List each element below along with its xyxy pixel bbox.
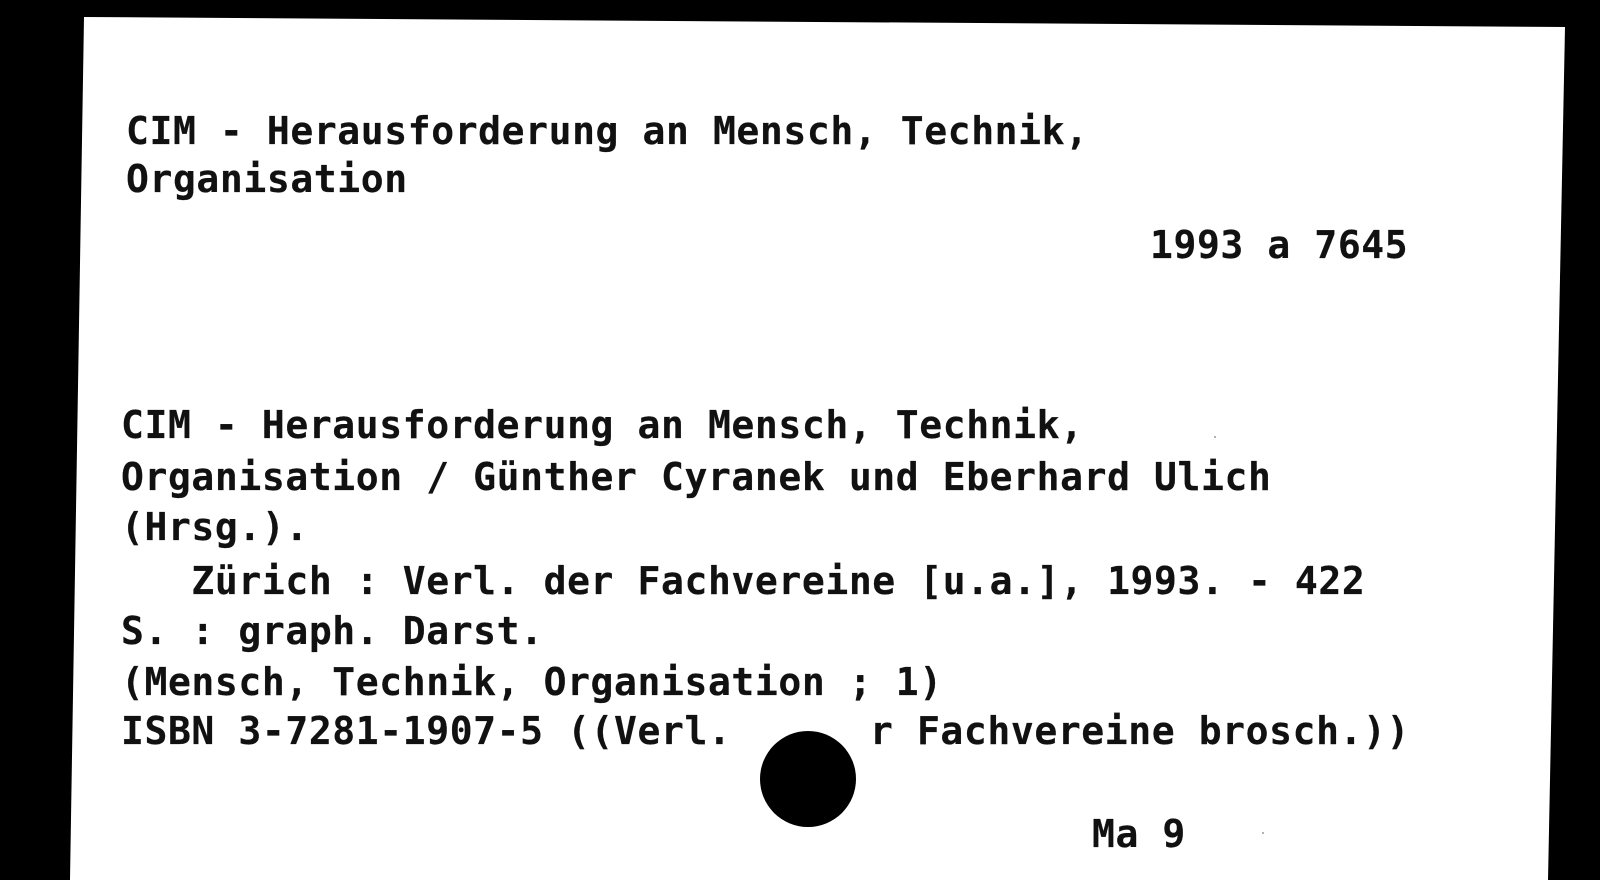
entry-title-line-1: CIM - Herausforderung an Mensch, Technik, (121, 403, 1084, 447)
entry-isbn-line-end: r Fachvereine brosch.)) (870, 709, 1410, 753)
paper-speck (1262, 832, 1264, 834)
entry-title-line-2: Organisation / Günther Cyranek und Eberhard Ulich (121, 455, 1272, 499)
entry-physical-description: S. : graph. Darst. (121, 609, 544, 653)
entry-isbn-line-start: ISBN 3-7281-1907-5 ((Verl. (121, 709, 732, 753)
entry-title-line-3: (Hrsg.). (121, 505, 309, 549)
entry-series-statement: (Mensch, Technik, Organisation ; 1) (121, 660, 943, 704)
punch-hole (760, 731, 856, 827)
paper-speck (1214, 436, 1216, 438)
shelf-mark: Ma 9 (1092, 812, 1186, 856)
heading-line-2: Organisation (126, 157, 408, 201)
call-number: 1993 a 7645 (1150, 223, 1409, 267)
entry-imprint-line: Zürich : Verl. der Fachvereine [u.a.], 1993. - 422 (121, 559, 1366, 603)
heading-line-1: CIM - Herausforderung an Mensch, Technik, (126, 109, 1089, 153)
